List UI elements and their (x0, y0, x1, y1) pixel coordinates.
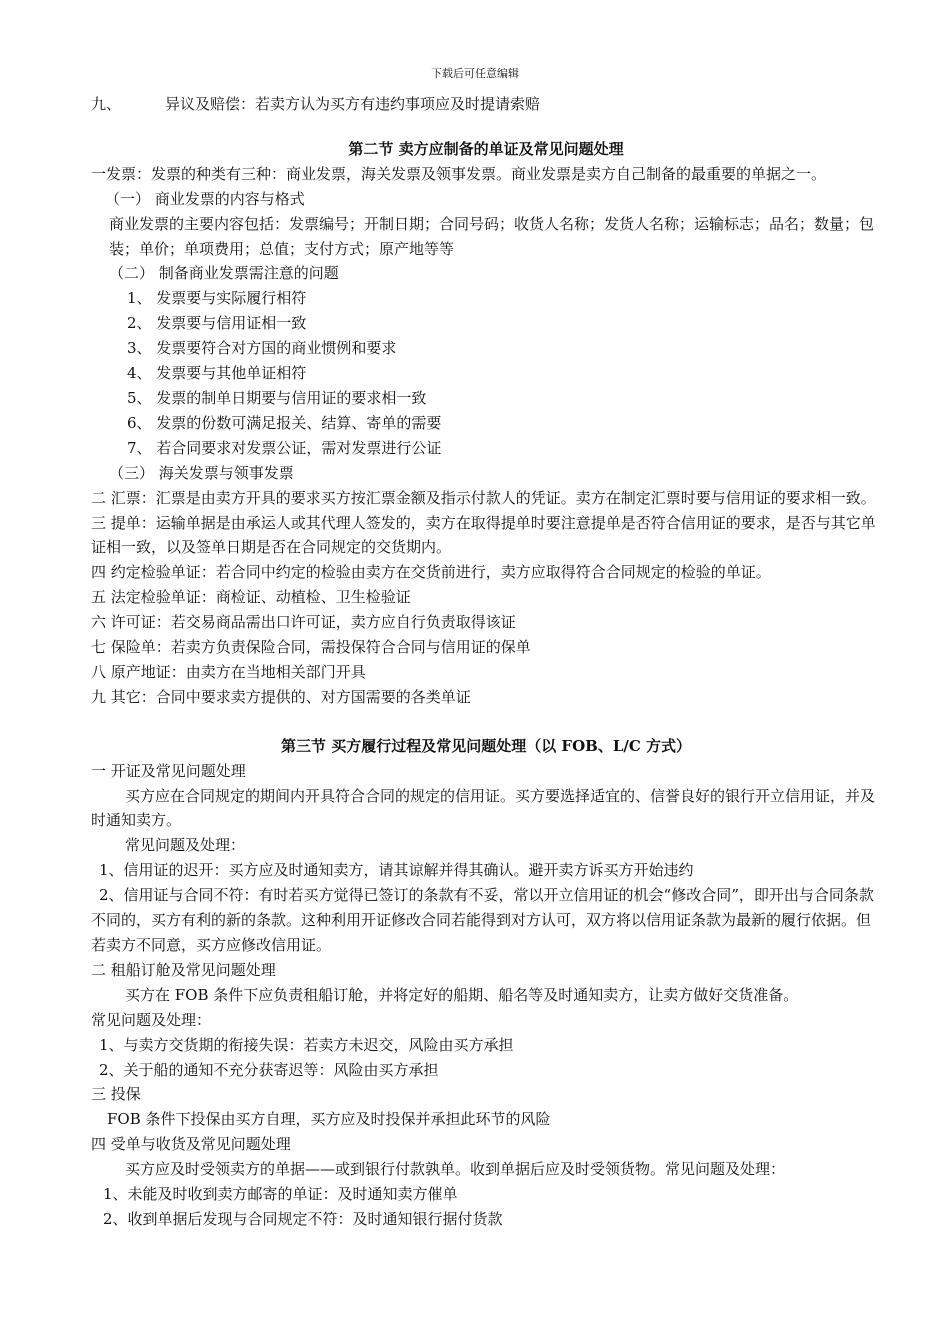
subsection-1-text: 商业发票的主要内容包括：发票编号；开制日期；合同号码；收货人名称；发货人名称；运输标志；品名；数量；包装；单价；单项费用；总值；支付方式；原产地等等 (109, 214, 875, 258)
document-line: 五 法定检验单证：商检证、动植检、卫生检验证 (91, 588, 411, 607)
document-body (91, 92, 881, 1232)
s3-list-item: 2、关于船的通知不充分获寄迟等：风险由买方承担 (99, 1060, 439, 1079)
s3-list-item: 1、与卖方交货期的衔接失误：若卖方未迟交，风险由买方承担 (99, 1035, 514, 1054)
bill-of-lading-paragraph: 三 提单：运输单据是由承运人或其代理人签发的，卖方在取得提单时要注意提单是否符合信用证的要求，是否与其它单证相一致，以及签单日期是否在合同规定的交货期内。 (91, 513, 876, 557)
list-item: 5、 发票的制单日期要与信用证的要求相一致 (127, 388, 427, 407)
document-line: 九 其它：合同中要求卖方提供的、对方国需要的各类单证 (91, 687, 471, 706)
subsection-2-title: （二） 制备商业发票需注意的问题 (109, 264, 339, 283)
subsection-1-title: （一） 商业发票的内容与格式 (105, 189, 305, 208)
section3-title: 第三节 买方履行过程及常见问题处理（以 FOB、L/C 方式） (280, 736, 692, 755)
s3-paragraph: 常见问题及处理： (91, 1010, 212, 1029)
list-item: 6、 发票的份数可满足报关、结算、寄单的需要 (127, 413, 442, 432)
list-item: 1、 发票要与实际履行相符 (127, 289, 307, 308)
s3-heading-1: 一 开证及常见问题处理 (91, 761, 246, 780)
s3-list-item: 2、收到单据后发现与合同规定不符：及时通知银行据付货款 (103, 1209, 503, 1228)
s3-paragraph: FOB 条件下投保由买方自理，买方应及时投保并承担此环节的风险 (107, 1110, 551, 1129)
s3-paragraph: 买方应在合同规定的期间内开具符合合同的规定的信用证。买方要选择适宜的、信誉良好的银行开立信用证，并及时通知卖方。 (91, 786, 876, 830)
document-line: 四 约定检验单证：若合同中约定的检验由卖方在交货前进行，卖方应取得符合合同规定的检验的单证。 (91, 563, 771, 582)
top-line-text: 异议及赔偿：若卖方认为买方有违约事项应及时提请索赔 (165, 95, 541, 113)
spacer (91, 710, 881, 734)
subsection-3-title: （三） 海关发票与领事发票 (109, 463, 294, 482)
s3-heading-4: 四 受单与收货及常见问题处理 (91, 1135, 291, 1154)
document-line: 七 保险单：若卖方负责保险合同，需投保符合合同与信用证的保单 (91, 638, 531, 657)
s3-list-item: 1、信用证的迟开：买方应及时通知卖方，请其谅解并得其确认。避开卖方诉买方开始违约 (99, 861, 694, 880)
list-item: 7、 若合同要求对发票公证，需对发票进行公证 (127, 438, 442, 457)
s3-paragraph: 买方应及时受领卖方的单据——或到银行付款孰单。收到单据后应及时受领货物。常见问题及处理： (125, 1160, 786, 1179)
s3-heading-3: 三 投保 (91, 1085, 141, 1104)
list-item: 3、 发票要符合对方国的商业惯例和要求 (127, 339, 397, 358)
s3-paragraph: 常见问题及处理： (125, 836, 246, 855)
document-line: 六 许可证：若交易商品需出口许可证，卖方应自行负责取得该证 (91, 613, 516, 632)
page-header: 下载后可任意编辑 (431, 67, 519, 80)
section2-title: 第二节 卖方应制备的单证及常见问题处理 (348, 139, 624, 158)
s3-list-item: 1、未能及时收到卖方邮寄的单证：及时通知卖方催单 (103, 1185, 458, 1204)
list-item: 2、 发票要与信用证相一致 (127, 314, 307, 333)
draft-paragraph: 二 汇票：汇票是由卖方开具的要求买方按汇票金额及指示付款人的凭证。卖方在制定汇票时要与信用证的要求相一致。 (91, 488, 876, 507)
s3-list-item: 2、信用证与合同不符：有时若买方觉得已签订的条款有不妥，常以开立信用证的机会“修改合同”，即开出与合同条款不同的，买方有利的新的条款。这种利用开证修改合同若能得到对方认可，双方将以信用证条款为最新的履行依据。但若卖方不同意，买方应修改信用证。 (91, 886, 874, 954)
top-line-number: 九、 (91, 95, 122, 113)
invoice-intro: 一发票：发票的种类有三种：商业发票，海关发票及领事发票。商业发票是卖方自己制备的最重要的单据之一。 (91, 164, 827, 183)
s3-paragraph: 买方在 FOB 条件下应负责租船订舱，并将定好的船期、船名等及时通知卖方，让卖方做好交货准备。 (125, 985, 799, 1004)
spacer (91, 117, 881, 137)
top-line (91, 92, 881, 117)
s3-heading-2: 二 租船订舱及常见问题处理 (91, 960, 276, 979)
list-item: 4、 发票要与其他单证相符 (127, 364, 307, 383)
document-line: 八 原产地证：由卖方在当地相关部门开具 (91, 662, 366, 681)
